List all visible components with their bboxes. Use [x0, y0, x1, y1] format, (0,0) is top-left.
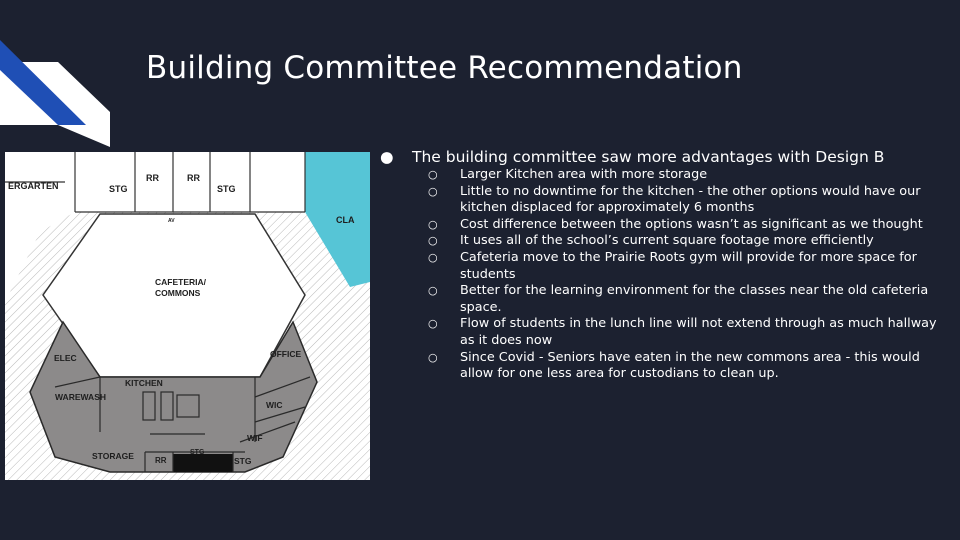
bullet-circle-icon: ○ — [428, 168, 438, 181]
sub-bullet-item — [380, 283, 950, 316]
sub-bullet-text: Flow of students in the lunch line will not extend through as much hallway as it does now — [460, 316, 937, 348]
sub-bullet-text: Better for the learning environment for the classes near the old cafeteria space. — [460, 283, 929, 315]
sub-bullet-list — [380, 167, 950, 383]
sub-bullet-text: It uses all of the school’s current square footage more efficiently — [460, 233, 874, 249]
sub-bullet-item — [380, 167, 950, 184]
restroom-left-label: RR — [146, 173, 159, 183]
sub-bullet-item — [380, 233, 950, 250]
av-label: AV — [168, 218, 175, 224]
cafeteria-label-line1: CAFETERIA/ — [155, 277, 206, 287]
storage-left-label: STG — [109, 184, 128, 194]
corner-decoration — [0, 0, 112, 150]
sub-bullet-item — [380, 316, 950, 349]
classroom-label: CLA — [336, 215, 355, 225]
sub-bullet-item — [380, 184, 950, 217]
sub-bullet-text: Cost difference between the options wasn’t as significant as we thought — [460, 216, 923, 232]
elec-label: ELEC — [54, 353, 77, 363]
bullet-circle-icon: ○ — [428, 284, 438, 298]
storage-bottom-center-label: STG — [190, 449, 205, 456]
bullet-circle-icon: ○ — [428, 317, 438, 331]
sub-bullet-text: Since Covid - Seniors have eaten in the new commons area - this would allow for one less area for custodians to clean up. — [460, 349, 920, 382]
bullet-circle-icon: ○ — [428, 250, 438, 264]
restroom-right-label: RR — [187, 173, 200, 183]
warewash-label: WAREWASH — [55, 392, 106, 402]
sub-bullet-item — [380, 350, 950, 383]
bullet-circle-icon: ○ — [428, 217, 438, 231]
sub-bullet-item — [380, 250, 950, 283]
cafeteria-label-line2: COMMONS — [155, 288, 201, 298]
wic-label: WIC — [266, 400, 283, 410]
storage-label: STORAGE — [92, 451, 134, 461]
office-label: OFFICE — [270, 349, 302, 359]
kindergarten-label: ERGARTEN — [8, 181, 59, 191]
bullet-circle-icon: ○ — [428, 350, 438, 364]
sub-bullet-text: Little to no downtime for the kitchen - the other options would have our kitchen displaced for approximately 6 months — [460, 183, 921, 216]
bullet-dot-icon: ● — [380, 148, 394, 166]
bullet-list — [380, 148, 950, 383]
sub-bullet-item — [380, 217, 950, 234]
slide-title: Building Committee Recommendation — [146, 50, 743, 86]
bullet-circle-icon: ○ — [428, 234, 438, 248]
kitchen-label: KITCHEN — [125, 378, 163, 388]
floor-plan-image — [5, 152, 370, 480]
storage-bottom-block — [173, 454, 233, 472]
storage-right-label: STG — [217, 184, 236, 194]
storage-bottom-right-label: STG — [234, 456, 252, 466]
main-bullet-text: The building committee saw more advantages with Design B — [412, 148, 885, 166]
main-bullet — [380, 148, 950, 167]
wif-label: WIF — [247, 433, 263, 443]
restroom-bottom-label: RR — [155, 456, 167, 465]
sub-bullet-text: Cafeteria move to the Prairie Roots gym will provide for more space for students — [460, 249, 917, 282]
bullet-circle-icon: ○ — [428, 184, 438, 198]
sub-bullet-text: Larger Kitchen area with more storage — [460, 167, 708, 182]
